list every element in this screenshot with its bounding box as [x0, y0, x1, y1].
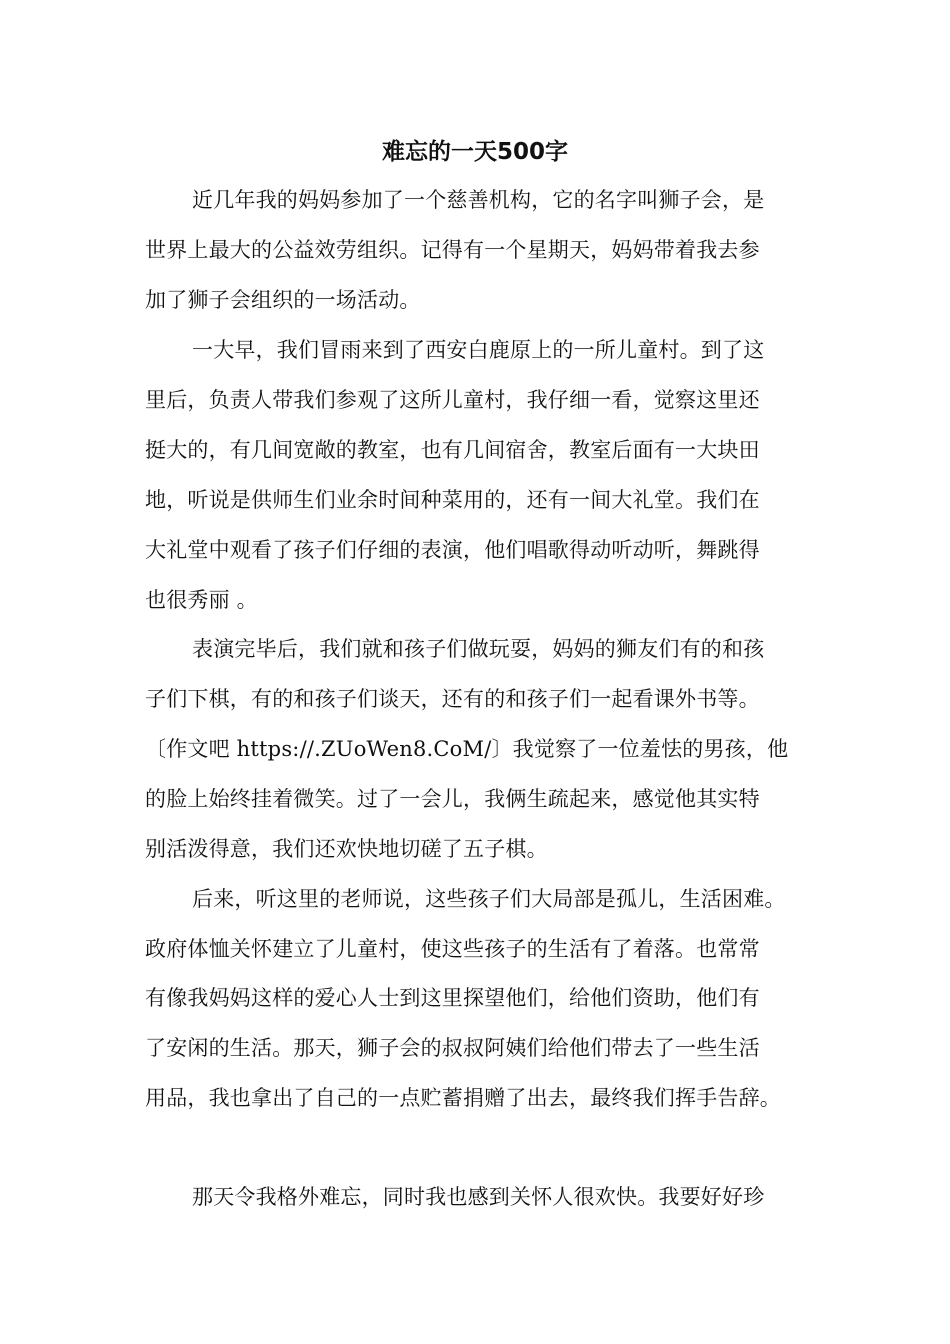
paragraph-2-line-2: 里后，负责人带我们参观了这所儿童村，我仔细一看，觉察这里还 — [145, 388, 760, 412]
paragraph-4-line-3: 有像我妈妈这样的爱心人士到这里探望他们，给他们资助，他们有 — [145, 986, 760, 1010]
paragraph-2-line-3: 挺大的，有几间宽敞的教室，也有几间宿舍，教室后面有一大块田 — [145, 438, 760, 462]
paragraph-4-line-1: 后来，听这里的老师说，这些孩子们大局部是孤儿，生活困难。 — [192, 887, 786, 911]
paragraph-3-line-3: 〔作文吧 https://.ZUoWen8.CoM/〕我觉察了一位羞怯的男孩，他 — [145, 737, 789, 761]
paragraph-4-line-2: 政府体恤关怀建立了儿童村，使这些孩子的生活有了着落。也常常 — [145, 937, 760, 961]
paragraph-3-line-5: 别活泼得意，我们还欢快地切磋了五子棋。 — [145, 837, 548, 861]
paragraph-1-line-2: 世界上最大的公益效劳组织。记得有一个星期天，妈妈带着我去参 — [145, 238, 760, 262]
paragraph-4-line-4: 了安闲的生活。那天，狮子会的叔叔阿姨们给他们带去了一些生活 — [145, 1036, 760, 1060]
paragraph-2-line-4: 地，听说是供师生们业余时间种菜用的，还有一间大礼堂。我们在 — [145, 488, 760, 512]
paragraph-3-line-4: 的脸上始终挂着微笑。过了一会儿，我俩生疏起来，感觉他其实特 — [145, 787, 760, 811]
paragraph-3-line-2: 子们下棋，有的和孩子们谈天，还有的和孩子们一起看课外书等。 — [145, 687, 760, 711]
document-title: 难忘的一天500字 — [381, 139, 568, 165]
paragraph-4-line-5: 用品，我也拿出了自己的一点贮蓄捐赠了出去，最终我们挥手告辞。 — [145, 1086, 781, 1110]
paragraph-1-line-3: 加了狮子会组织的一场活动。 — [145, 288, 421, 312]
paragraph-2-line-5: 大礼堂中观看了孩子们仔细的表演，他们唱歌得动听动听，舞跳得 — [145, 538, 760, 562]
paragraph-3-line-1: 表演完毕后，我们就和孩子们做玩耍，妈妈的狮友们有的和孩 — [192, 637, 765, 661]
paragraph-2-line-6: 也很秀丽 。 — [145, 588, 258, 612]
paragraph-1-line-1: 近几年我的妈妈参加了一个慈善机构，它的名字叫狮子会，是 — [192, 188, 765, 212]
paragraph-2-line-1: 一大早，我们冒雨来到了西安白鹿原上的一所儿童村。到了这 — [192, 338, 765, 362]
paragraph-5-line-1: 那天令我格外难忘，同时我也感到关怀人很欢快。我要好好珍 — [192, 1185, 765, 1209]
